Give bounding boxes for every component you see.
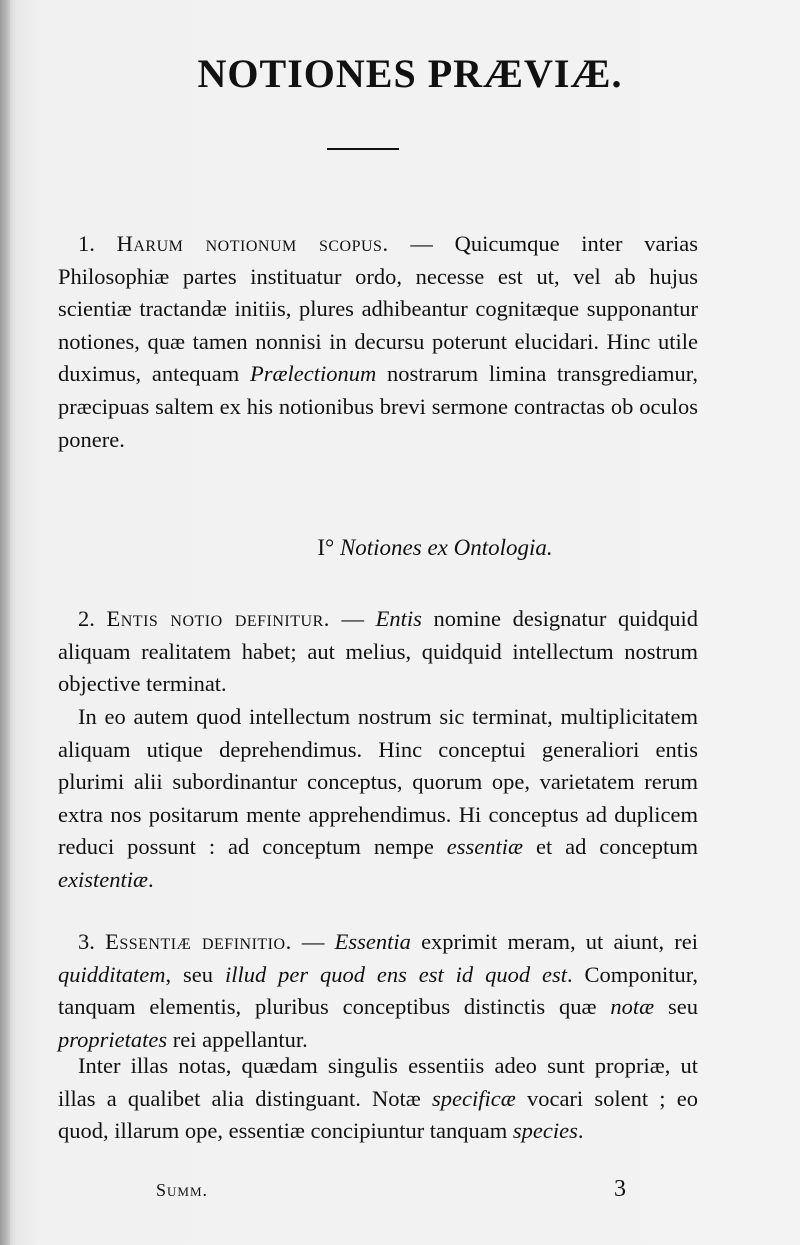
paragraph-4-text-c: . Componitur, tanquam elementis, pluribus conceptibus distinctis quæ xyxy=(58,961,699,1020)
title-rule xyxy=(327,148,399,150)
paragraph-1 xyxy=(58,228,698,456)
section-label: Notiones ex Ontologia. xyxy=(339,535,553,560)
paragraph-3-italic-a: essentiæ xyxy=(446,834,524,860)
paragraph-2-heading: Entis notio definitur. xyxy=(106,606,330,631)
paragraph-5-italic-b: species xyxy=(512,1118,578,1144)
paragraph-4-italic-e: proprietates xyxy=(58,1026,168,1052)
paragraph-3-italic-b: existentiæ xyxy=(58,866,148,892)
paragraph-5-text-b: vocari solent ; eo quod, illarum ope, essentiæ concipiuntur tanquam xyxy=(58,1085,698,1144)
paragraph-1-text-a: Quicumque inter varias Philosophiæ partes instituatur ordo, necesse est ut, vel ab hujus scientiæ tractandæ initiis, plures adhibeantur cognitæque supponantur notiones, quæ tamen nonnisi in decursu poterunt elucidari. Hinc utile duximus, antequam xyxy=(58,231,698,387)
paragraph-3-text-a: In eo autem quod intellectum nostrum sic terminat, multiplicitatem aliquam utique deprehendimus. Hinc conceptui generaliori entis plurimi alii subordinantur conceptus, quorum ope, varietatem rerum extra nos positarum mente apprehendimus. Hi conceptus ad duplicem reduci possunt : ad conceptum nempe xyxy=(58,704,698,860)
paragraph-4-text-b: , seu xyxy=(165,961,214,987)
page-title: NOTIONES PRÆVIÆ. xyxy=(197,51,623,96)
paragraph-5-end: . xyxy=(577,1118,584,1144)
paragraph-4-text-a: exprimit meram, ut aiunt, rei xyxy=(421,929,699,954)
paragraph-5-text-a: Inter illas notas, quædam singulis essentiis adeo sunt propriæ, ut illas a qualibet alia distinguant. Notæ xyxy=(58,1053,698,1111)
signature-mark: Summ. xyxy=(156,1180,209,1200)
paragraph-4 xyxy=(58,926,698,1056)
paragraph-2-number: 2. xyxy=(78,606,95,631)
paragraph-4-italic-a: Essentia xyxy=(334,929,411,954)
paragraph-2 xyxy=(58,603,698,701)
paragraph-4-text-d: seu xyxy=(668,994,699,1020)
paragraph-4-italic-c: illud per quod ens est id quod est xyxy=(224,961,567,987)
paragraph-5 xyxy=(58,1050,698,1148)
paragraph-4-dash: — xyxy=(301,929,325,954)
paragraph-4-heading: Essentiæ definitio. xyxy=(105,929,292,954)
paragraph-2-italic-a: Entis xyxy=(375,606,422,631)
page-number: 3 xyxy=(614,1176,626,1202)
paragraph-4-number: 3. xyxy=(78,929,95,954)
paragraph-5-italic-a: specificæ xyxy=(432,1085,516,1111)
paragraph-4-text-e: rei appellantur. xyxy=(172,1026,308,1052)
paragraph-2-text-a: nomine designatur quidquid aliquam realitatem habet; aut melius, quidquid intellectum nostrum objective terminat. xyxy=(58,606,698,697)
paragraph-3-end: . xyxy=(147,866,154,892)
paragraph-1-dash: — xyxy=(410,231,433,256)
section-numeral: I° xyxy=(317,535,335,560)
paragraph-4-italic-b: quidditatem xyxy=(58,961,166,987)
paragraph-1-text-b: nostrarum limina transgrediamur, præcipuas saltem ex his notionibus brevi sermone contractas ob oculos ponere. xyxy=(58,361,698,452)
paragraph-4-italic-d: notæ xyxy=(610,994,655,1020)
paragraph-3-text-b: et ad conceptum xyxy=(535,834,699,860)
paragraph-2-dash: — xyxy=(341,606,365,631)
section-heading xyxy=(0,535,800,561)
paragraph-1-number: 1. xyxy=(78,231,95,256)
paragraph-1-italic-a: Prælectionum xyxy=(250,361,377,387)
paragraph-3 xyxy=(58,701,698,897)
paragraph-1-heading: Harum notionum scopus. xyxy=(116,231,389,256)
